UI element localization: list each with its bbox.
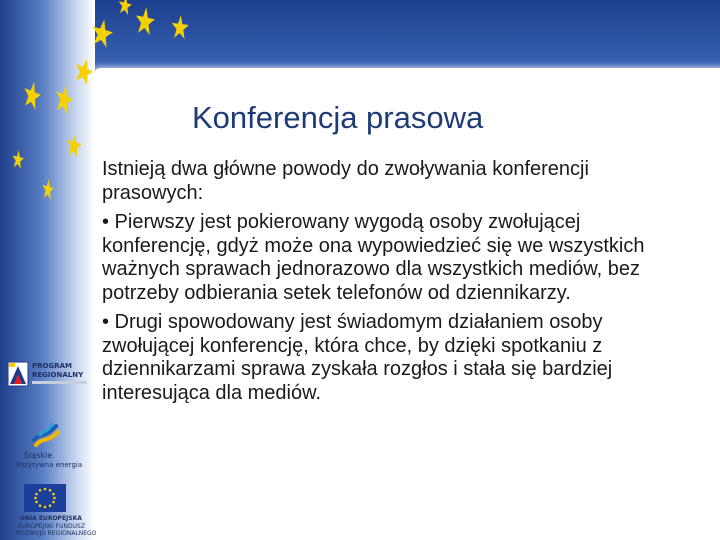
eu-flag-logo xyxy=(6,484,97,540)
slaskie-line2: Pozytywna energia xyxy=(16,461,83,469)
slaskie-logo xyxy=(6,420,91,470)
slide-body xyxy=(102,158,672,411)
slaskie-line1: Śląskie. xyxy=(24,451,55,460)
program-regionalny-logo xyxy=(6,348,91,394)
program-line2: REGIONALNY xyxy=(32,371,84,379)
slaskie-wave-icon xyxy=(30,420,62,448)
program-underline xyxy=(32,381,87,384)
body-paragraph: • Pierwszy jest pokierowany wygodą osoby zwołującej konferencję, gdyż może ona wypowiedzieć się we wszystkich ważnych sprawach jednorazowo dla wszystkich mediów, bez potrzeby odbierania setek telefonów od dziennikarzy. xyxy=(102,211,645,304)
ue-line2: EUROPEJSKI FUNDUSZ xyxy=(18,523,85,530)
eu-flag-icon xyxy=(24,484,66,512)
slide-title: Konferencja prasowa xyxy=(192,100,484,135)
ue-line1: UNIA EUROPEJSKA xyxy=(20,515,82,522)
program-line1: PROGRAM xyxy=(32,362,72,370)
body-paragraph: Istnieją dwa główne powody do zwoływania konferencji prasowych: xyxy=(102,158,589,204)
ue-line3: ROZWOJU REGIONALNEGO xyxy=(16,530,97,537)
program-regionalny-icon xyxy=(6,358,32,388)
body-paragraph: • Drugi spowodowany jest świadomym działaniem osoby zwołującej konferencję, która chce, by dzięki spotkaniu z dziennikarzami sprawa zyskała rozgłos i stała się bardziej interesująca dla mediów. xyxy=(102,311,613,404)
